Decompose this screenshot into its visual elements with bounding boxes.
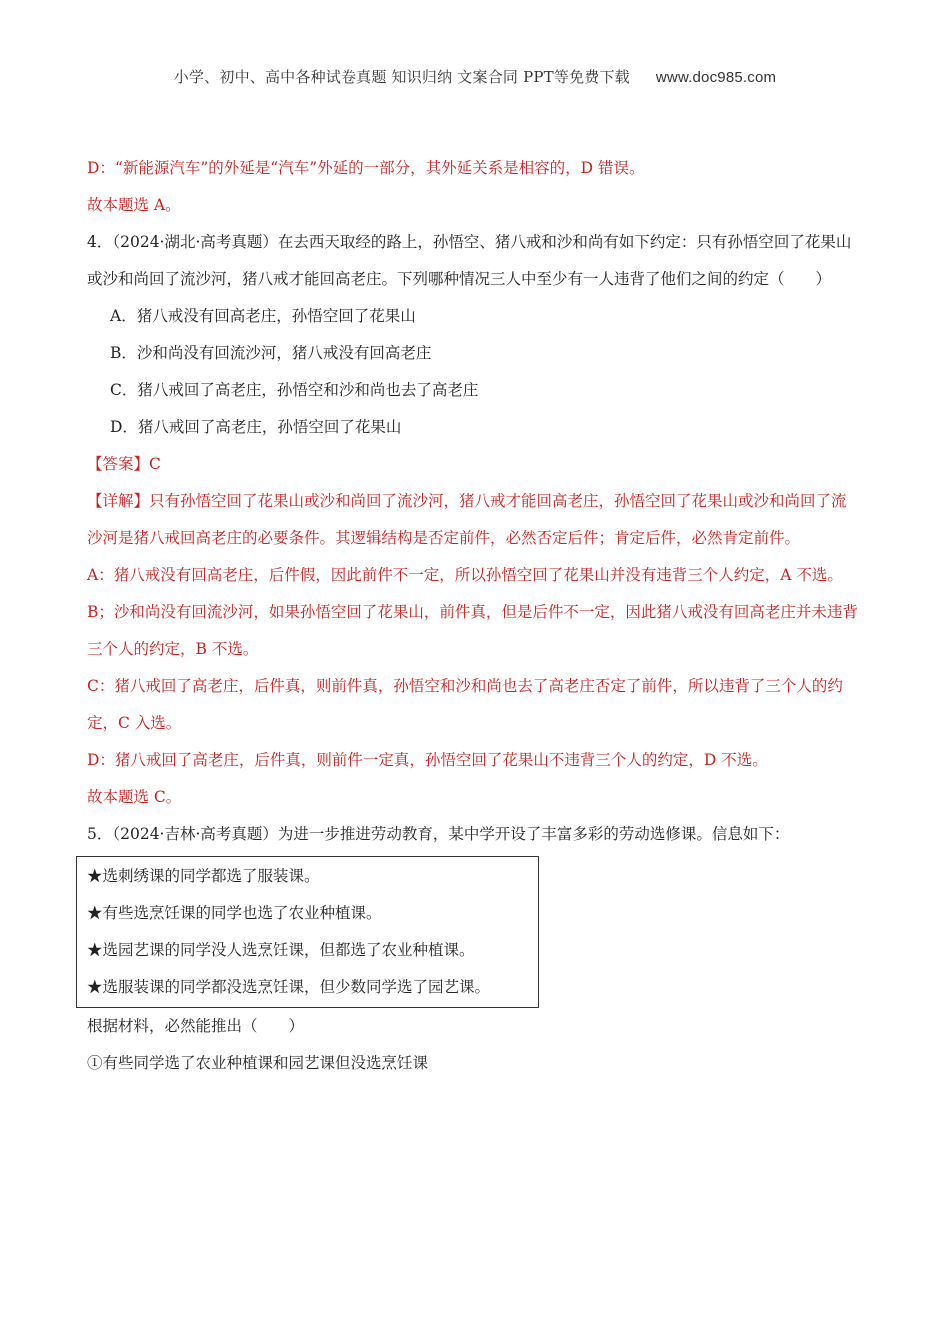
answer-label: 【答案】 (87, 455, 150, 473)
q4-option-b: B．沙和尚没有回流沙河，猪八戒没有回高老庄 (110, 344, 432, 362)
q4-option-d: D．猪八戒回了高老庄，孙悟空回了花果山 (110, 418, 402, 436)
detail-text: 只有孙悟空回了花果山或沙和尚回了流沙河，猪八戒才能回高老庄，孙悟空回了花果山或沙和尚回了流沙河是猪八戒回高老庄的必要条件。其逻辑结构是否定前件，必然否定后件；肯定后件，必然肯定前件。 (87, 492, 847, 547)
q5-info-box (76, 856, 539, 1008)
q4-conclusion: 故本题选 C。 (87, 788, 182, 806)
q5-prompt: 根据材料，必然能推出（ ） (87, 1017, 305, 1035)
header-text: 小学、初中、高中各种试卷真题 知识归纳 文案合同 PPT等免费下载 (173, 68, 630, 86)
prev-option-d-analysis: D：“新能源汽车”的外延是“汽车”外延的一部分，其外延关系是相容的，D 错误。 (87, 159, 645, 177)
q4-detail (87, 483, 862, 557)
q4-analysis-c: C：猪八戒回了高老庄，后件真，则前件真，孙悟空和沙和尚也去了高老庄否定了前件，所以违背了三个人的约定，C 入选。 (87, 677, 843, 732)
q5-box-item: ★选刺绣课的同学都选了服装课。 (87, 867, 320, 885)
q4-answer (87, 446, 862, 483)
page-header (0, 66, 950, 87)
q5-choice-1: ①有些同学选了农业种植课和园艺课但没选烹饪课 (87, 1054, 429, 1072)
q4-analysis-a: A：猪八戒没有回高老庄，后件假，因此前件不一定，所以孙悟空回了花果山并没有违背三个人约定，A 不选。 (87, 566, 843, 584)
q4-stem: 4．（2024·湖北·高考真题）在去西天取经的路上，孙悟空、猪八戒和沙和尚有如下约定：只有孙悟空回了花果山或沙和尚回了流沙河，猪八戒才能回高老庄。下列哪种情况三人中至少有一人违背了他们之间的约定（ ） (87, 233, 852, 288)
q5-box-item: ★选服装课的同学都没选烹饪课，但少数同学选了园艺课。 (87, 978, 491, 996)
answer-value: C (149, 455, 161, 473)
q4-analysis-b: B；沙和尚没有回流沙河，如果孙悟空回了花果山，前件真，但是后件不一定，因此猪八戒没有回高老庄并未违背三个人的约定，B 不选。 (87, 603, 858, 658)
document-body (87, 150, 862, 1082)
q4-analysis-d: D：猪八戒回了高老庄，后件真，则前件一定真，孙悟空回了花果山不违背三个人的约定，D 不选。 (87, 751, 768, 769)
q5-box-item: ★有些选烹饪课的同学也选了农业种植课。 (87, 904, 382, 922)
q5-stem: 5．（2024·吉林·高考真题）为进一步推进劳动教育，某中学开设了丰富多彩的劳动选修课。信息如下： (87, 825, 790, 843)
q4-option-c: C．猪八戒回了高老庄，孙悟空和沙和尚也去了高老庄 (110, 381, 479, 399)
prev-conclusion: 故本题选 A。 (87, 196, 181, 214)
q4-option-a: A．猪八戒没有回高老庄，孙悟空回了花果山 (110, 307, 416, 325)
q5-box-item: ★选园艺课的同学没人选烹饪课，但都选了农业种植课。 (87, 941, 475, 959)
header-site-link[interactable]: www.doc985.com (655, 69, 777, 86)
detail-label: 【详解】 (87, 492, 150, 510)
